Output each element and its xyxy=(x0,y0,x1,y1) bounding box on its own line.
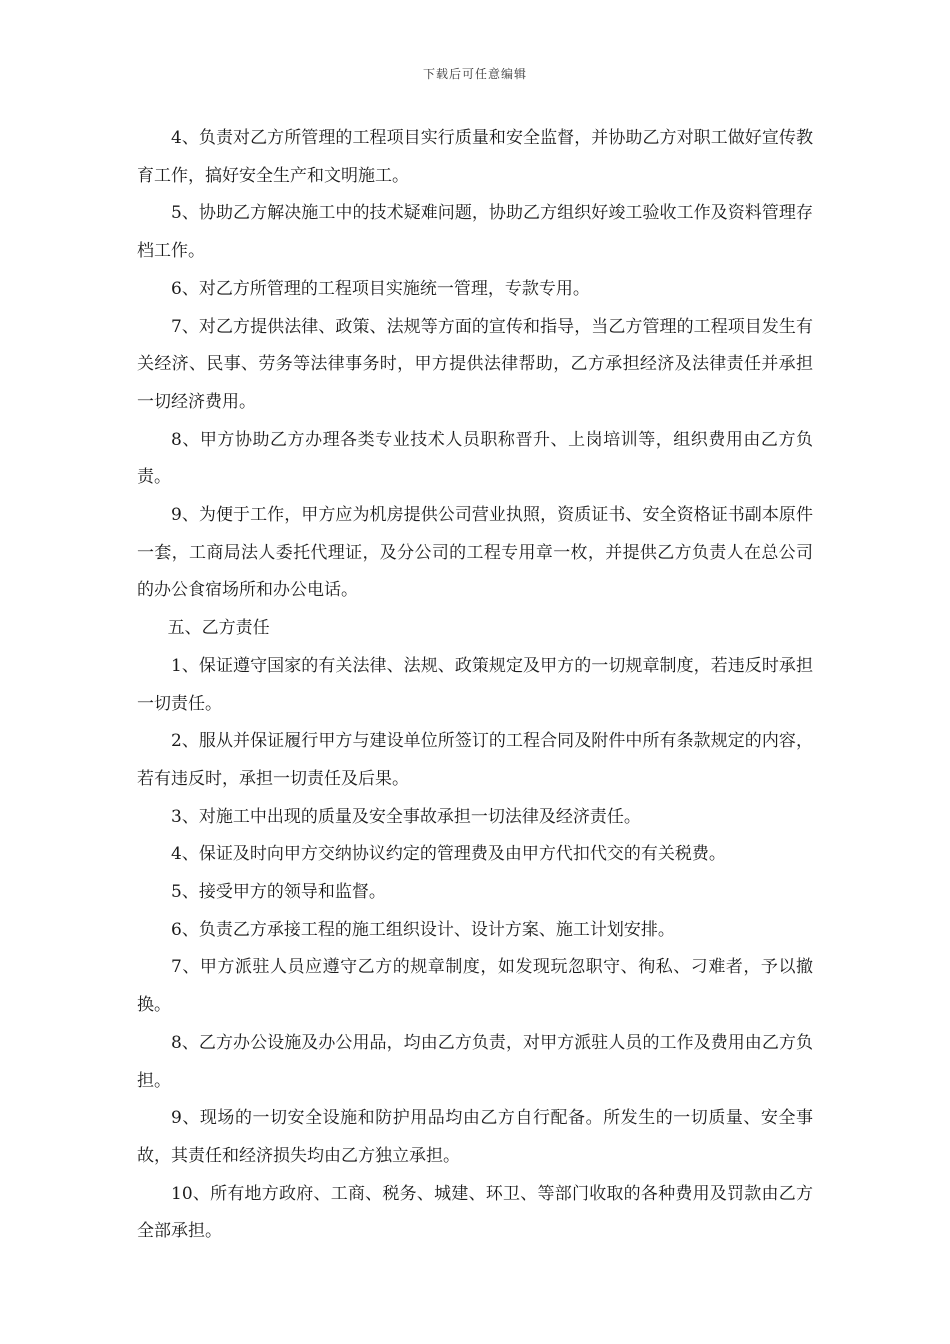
clause-paragraph: 6、对乙方所管理的工程项目实施统一管理，专款专用。 xyxy=(171,278,590,299)
clause-paragraph: 5、协助乙方解决施工中的技术疑难问题，协助乙方组织好竣工验收工作及资料管理存档工作。 xyxy=(137,203,813,262)
clause-paragraph: 7、甲方派驻人员应遵守乙方的规章制度，如发现玩忽职守、徇私、刁难者，予以撤换。 xyxy=(137,957,813,1016)
document-body xyxy=(137,120,813,1251)
section-heading: 五、乙方责任 xyxy=(167,618,270,639)
clause-paragraph: 9、现场的一切安全设施和防护用品均由乙方自行配备。所发生的一切质量、安全事故，其责任和经济损失均由乙方独立承担。 xyxy=(137,1108,813,1166)
clause-paragraph: 2、服从并保证履行甲方与建设单位所签订的工程合同及附件中所有条款规定的内容，若有违反时，承担一切责任及后果。 xyxy=(137,731,813,789)
clause-paragraph: 9、为便于工作，甲方应为机房提供公司营业执照，资质证书、安全资格证书副本原件一套，工商局法人委托代理证，及分公司的工程专用章一枚，并提供乙方负责人在总公司的办公食宿场所和办公电话。 xyxy=(137,505,813,601)
clause-paragraph: 1、保证遵守国家的有关法律、法规、政策规定及甲方的一切规章制度，若违反时承担一切责任。 xyxy=(137,655,813,714)
clause-paragraph: 4、负责对乙方所管理的工程项目实行质量和安全监督，并协助乙方对职工做好宣传教育工作，搞好安全生产和文明施工。 xyxy=(137,128,813,186)
clause-paragraph: 8、乙方办公设施及办公用品，均由乙方负责，对甲方派驻人员的工作及费用由乙方负担。 xyxy=(137,1032,813,1091)
clause-paragraph: 3、对施工中出现的质量及安全事故承担一切法律及经济责任。 xyxy=(171,806,641,827)
clause-paragraph: 10、所有地方政府、工商、税务、城建、环卫、等部门收取的各种费用及罚款由乙方全部承担。 xyxy=(137,1183,813,1242)
clause-paragraph: 5、接受甲方的领导和监督。 xyxy=(171,882,386,903)
clause-paragraph: 8、甲方协助乙方办理各类专业技术人员职称晋升、上岗培训等，组织费用由乙方负责。 xyxy=(137,429,813,488)
header-note: 下载后可任意编辑 xyxy=(422,67,527,81)
clause-paragraph: 6、负责乙方承接工程的施工组织设计、设计方案、施工计划安排。 xyxy=(171,919,675,940)
clause-paragraph: 4、保证及时向甲方交纳协议约定的管理费及由甲方代扣代交的有关税费。 xyxy=(171,844,726,865)
clause-paragraph: 7、对乙方提供法律、政策、法规等方面的宣传和指导，当乙方管理的工程项目发生有关经济、民事、劳务等法律事务时，甲方提供法律帮助，乙方承担经济及法律责任并承担一切经济费用。 xyxy=(137,316,813,412)
